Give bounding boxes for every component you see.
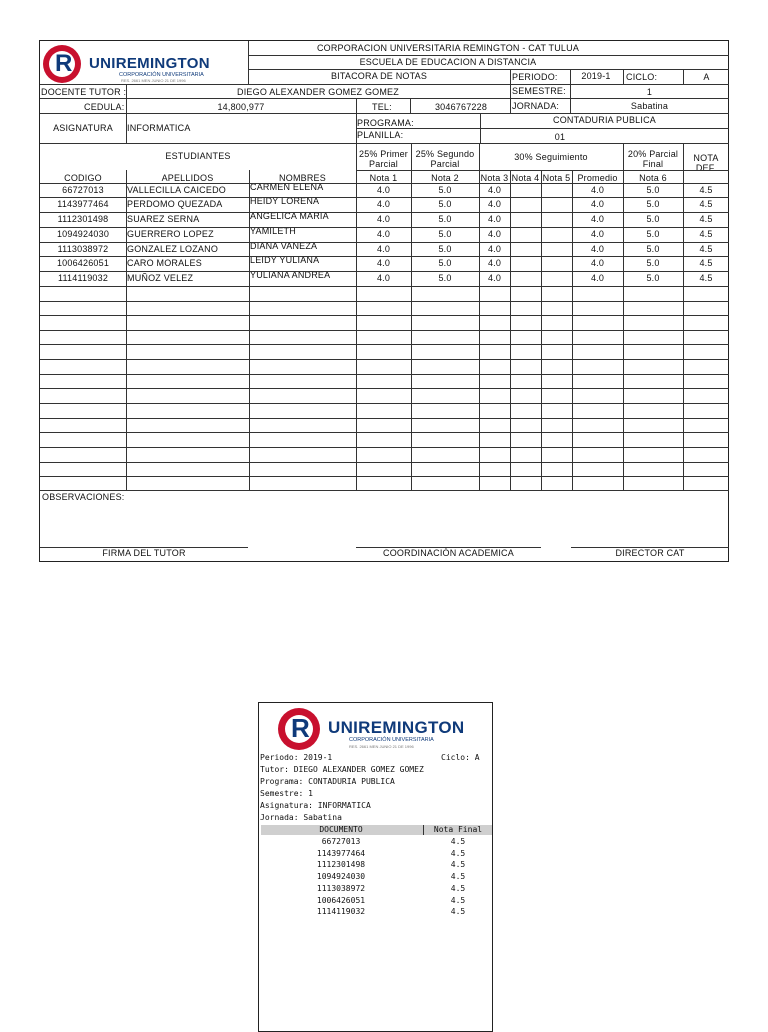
cell-n2: 5.0 [438, 214, 452, 224]
grid-line [510, 170, 511, 490]
grid-line [40, 388, 729, 389]
receipt-logo-subtitle: CORPORACIÓN UNIVERSITARIA [349, 737, 434, 743]
receipt-logo-letter: R [291, 713, 310, 743]
nota5-header: Nota 5 [542, 173, 571, 183]
cell-def: 4.5 [699, 229, 713, 239]
grid-line [40, 490, 729, 491]
grid-line [126, 170, 127, 490]
nota6-header: Nota 6 [639, 173, 667, 183]
grid-line [510, 69, 511, 113]
nota1-header: Nota 1 [369, 173, 398, 183]
signature-line [356, 547, 541, 548]
grid-line [126, 84, 127, 143]
cell-n6: 5.0 [646, 273, 660, 283]
cell-prom: 4.0 [590, 273, 605, 283]
grid-line [40, 432, 729, 433]
cell-n1: 4.0 [376, 229, 391, 239]
cell-nombres: LEIDY YULIANA [250, 255, 320, 265]
receipt-ciclo: Ciclo: A [441, 753, 480, 762]
receipt-jornada: Jornada: Sabatina [260, 813, 342, 822]
cell-n3: 4.0 [487, 185, 502, 195]
document-title: BITACORA DE NOTAS [330, 71, 428, 81]
cell-apellidos: MUÑOZ VELEZ [127, 273, 194, 283]
grid-line [479, 143, 480, 490]
cell-n1: 4.0 [376, 244, 391, 254]
cell-n1: 4.0 [376, 185, 391, 195]
cell-n3: 4.0 [487, 229, 502, 239]
cell-n2: 5.0 [438, 199, 452, 209]
grid-line [40, 113, 729, 114]
receipt-programa: Programa: CONTADURIA PUBLICA [260, 777, 395, 786]
grade-sheet [39, 40, 729, 562]
programa-label: PROGRAMA: [357, 118, 414, 128]
grid-line [40, 183, 729, 184]
receipt-nota-final: 4.5 [450, 837, 466, 846]
cell-nombres: CARMEN ELENA [250, 182, 324, 192]
grid-line [683, 143, 684, 490]
cell-prom: 4.0 [590, 185, 605, 195]
institution-name: CORPORACION UNIVERSITARIA REMINGTON - CAT TULUA [316, 43, 580, 53]
cell-apellidos: GUERRERO LOPEZ [127, 229, 214, 239]
cell-n1: 4.0 [376, 214, 391, 224]
cell-def: 4.5 [699, 273, 713, 283]
jornada-value: Sabatina [630, 101, 669, 111]
receipt-logo [278, 707, 478, 751]
cell-nombres: YULIANA ANDREA [250, 270, 331, 280]
parcial1-header-line2: Parcial [369, 159, 398, 169]
seguimiento-header: 30% Seguimiento [514, 152, 588, 162]
receipt-nota-final: 4.5 [450, 848, 466, 858]
semestre-label: SEMESTRE: [512, 86, 566, 96]
planilla-label: PLANILLA: [357, 130, 404, 140]
codigo-header: CODIGO [64, 173, 102, 183]
receipt-documento: 1112301498 [316, 860, 366, 870]
nota4-header: Nota 4 [511, 173, 540, 183]
receipt-logo-brand: UNIREMINGTON [328, 718, 465, 737]
cell-n6: 5.0 [646, 258, 660, 268]
grid-line [541, 170, 542, 490]
docente-label: DOCENTE TUTOR : [41, 87, 127, 97]
cell-n1: 4.0 [376, 199, 391, 209]
receipt-nota-final: 4.5 [450, 907, 466, 917]
receipt-col-documento: DOCUMENTO [319, 825, 363, 834]
periodo-label: PERIODO: [512, 72, 558, 82]
cedula-value: 14,800,977 [217, 102, 265, 112]
parcial-final-header-line2: Final [642, 159, 664, 169]
cell-apellidos: GONZALEZ LOZANO [127, 244, 219, 254]
nota2-header: Nota 2 [431, 173, 459, 183]
grid-line [356, 143, 357, 490]
receipt-nota-final: 4.5 [450, 872, 466, 882]
receipt-nota-final: 4.5 [450, 860, 466, 870]
cell-prom: 4.0 [590, 199, 605, 209]
nota-def-header-line1: NOTA [693, 153, 719, 163]
cell-codigo: 1113038972 [57, 244, 109, 254]
tel-label: TEL: [372, 102, 392, 112]
grid-line [572, 170, 573, 490]
director-label: DIRECTOR CAT [615, 548, 685, 558]
cell-def: 4.5 [699, 199, 713, 209]
grid-line [40, 462, 729, 463]
nota-def-header-line2: DEF. [695, 163, 717, 173]
cell-n2: 5.0 [438, 273, 452, 283]
grid-line [40, 374, 729, 375]
cell-prom: 4.0 [590, 258, 605, 268]
jornada-label: JORNADA: [512, 101, 560, 111]
cell-codigo: 1006426051 [56, 258, 110, 268]
cell-n6: 5.0 [646, 185, 660, 195]
cell-prom: 4.0 [590, 214, 605, 224]
grid-line [40, 242, 729, 243]
cell-prom: 4.0 [590, 244, 605, 254]
cell-n2: 5.0 [438, 244, 452, 254]
coordinacion-label: COORDINACIÓN ACADEMICA [383, 548, 514, 558]
asignatura-value: INFORMATICA [127, 123, 191, 133]
grid-line [40, 359, 729, 360]
parcial2-header-line2: Parcial [430, 159, 460, 169]
grid-line [570, 69, 571, 113]
grid-line [683, 69, 684, 84]
grid-line [40, 197, 729, 198]
grid-line [40, 286, 729, 287]
firma-tutor-label: FIRMA DEL TUTOR [102, 548, 186, 558]
cell-n6: 5.0 [646, 214, 660, 224]
signature-line [571, 547, 729, 548]
cedula-label: CEDULA: [84, 102, 125, 112]
cell-n6: 5.0 [646, 199, 660, 209]
grid-line [411, 143, 412, 490]
cell-def: 4.5 [699, 214, 713, 224]
cell-n2: 5.0 [438, 258, 452, 268]
grid-line [40, 98, 729, 99]
cell-codigo: 1114119032 [57, 273, 109, 283]
nombres-header: NOMBRES [279, 173, 326, 183]
nota3-header: Nota 3 [480, 173, 509, 183]
grid-line [410, 98, 411, 113]
apellidos-header: APELLIDOS [161, 173, 214, 183]
logo-registration: RES. 2661 MEN JUNIO 21 DE 1996 [121, 78, 186, 83]
grid-line [249, 170, 250, 490]
planilla-value: 01 [554, 132, 566, 142]
receipt-col-nota: Nota Final [433, 825, 483, 834]
grid-line [40, 212, 729, 213]
cell-n3: 4.0 [487, 273, 502, 283]
grid-line [248, 69, 729, 70]
receipt-documento: 66727013 [321, 837, 361, 846]
grid-line [40, 403, 729, 404]
docente-value: DIEGO ALEXANDER GOMEZ GOMEZ [237, 87, 399, 97]
grid-line [623, 69, 624, 84]
grid-line [480, 113, 481, 143]
receipt-documento: 1113038972 [316, 883, 366, 893]
grid-line [623, 143, 624, 490]
receipt-documento: 1114119032 [316, 907, 366, 917]
receipt-asignatura: Asignatura: INFORMATICA [260, 801, 371, 810]
promedio-header: Promedio [577, 173, 618, 183]
cell-n3: 4.0 [487, 244, 502, 254]
grid-line [248, 55, 729, 56]
grid-line [356, 113, 357, 143]
logo-brand: UNIREMINGTON [89, 55, 210, 72]
tel-value: 3046767228 [434, 102, 488, 112]
receipt-semestre: Semestre: 1 [260, 789, 313, 798]
grid-line [40, 476, 729, 477]
cell-n3: 4.0 [487, 214, 502, 224]
grid-line [40, 84, 729, 85]
cell-n3: 4.0 [487, 258, 502, 268]
receipt-documento: 1143977464 [316, 848, 366, 858]
logo-subtitle: CORPORACIÓN UNIVERSITARIA [119, 72, 204, 78]
grid-line [40, 447, 729, 448]
ciclo-value: A [703, 72, 710, 82]
cell-n2: 5.0 [438, 229, 452, 239]
cell-nombres: DIANA VANEZA [250, 241, 318, 251]
observaciones-label: OBSERVACIONES: [42, 492, 125, 502]
cell-nombres: ANGELICA MARIA [250, 211, 329, 221]
cell-n1: 4.0 [376, 258, 391, 268]
grade-receipt [258, 702, 493, 1032]
cell-apellidos: CARO MORALES [127, 258, 202, 268]
receipt-nota-final: 4.5 [450, 883, 466, 893]
programa-value: CONTADURIA PUBLICA [553, 115, 656, 125]
grid-line [356, 98, 357, 113]
grid-line [40, 418, 729, 419]
cell-apellidos: PERDOMO QUEZADA [127, 199, 223, 209]
cell-nombres: HEIDY LORENA [250, 196, 320, 206]
logo-letter: R [55, 50, 73, 77]
cell-def: 4.5 [699, 258, 713, 268]
grid-line [40, 344, 729, 345]
signature-line [40, 547, 248, 548]
cell-def: 4.5 [699, 244, 713, 254]
cell-codigo: 1094924030 [56, 229, 110, 239]
cell-n1: 4.0 [376, 273, 391, 283]
cell-def: 4.5 [699, 185, 713, 195]
parcial1-header-line1: 25% Primer [358, 149, 408, 159]
cell-n6: 5.0 [646, 229, 660, 239]
receipt-documento: 1094924030 [316, 872, 366, 882]
cell-apellidos: SUAREZ SERNA [127, 214, 200, 224]
periodo-value: 2019-1 [581, 71, 611, 81]
grid-line [40, 301, 729, 302]
grid-line [40, 271, 729, 272]
receipt-nota-final: 4.5 [450, 895, 466, 905]
grid-line [40, 330, 729, 331]
parcial2-header-line1: 25% Segundo [415, 149, 475, 159]
cell-apellidos: VALLECILLA CAICEDO [127, 185, 226, 195]
cell-codigo: 1112301498 [57, 214, 109, 224]
cell-n3: 4.0 [487, 199, 502, 209]
asignatura-label: ASIGNATURA [53, 123, 113, 133]
cell-n6: 5.0 [646, 244, 660, 254]
grid-line [356, 128, 729, 129]
grid-line [40, 315, 729, 316]
school-name: ESCUELA DE EDUCACION A DISTANCIA [359, 57, 537, 67]
cell-nombres: YAMILETH [250, 226, 296, 236]
cell-n2: 5.0 [438, 185, 452, 195]
receipt-periodo: Periodo: 2019-1 [260, 753, 333, 762]
receipt-header-divider [423, 825, 424, 835]
grid-line [248, 41, 249, 84]
receipt-tutor: Tutor: DIEGO ALEXANDER GOMEZ GOMEZ [260, 765, 424, 774]
grid-line [40, 143, 729, 144]
semestre-value: 1 [646, 87, 653, 97]
receipt-logo-registration: RES. 2661 MEN JUNIO 21 DE 1996 [349, 744, 414, 749]
cell-prom: 4.0 [590, 229, 605, 239]
ciclo-label: CICLO: [626, 72, 658, 82]
cell-codigo: 66727013 [62, 185, 104, 195]
grid-line [40, 256, 729, 257]
grid-line [40, 227, 729, 228]
cell-codigo: 1143977464 [57, 199, 109, 209]
receipt-documento: 1006426051 [316, 895, 366, 905]
university-logo [43, 44, 213, 84]
parcial-final-header-line1: 20% Parcial [627, 149, 679, 159]
estudiantes-header: ESTUDIANTES [165, 151, 231, 161]
